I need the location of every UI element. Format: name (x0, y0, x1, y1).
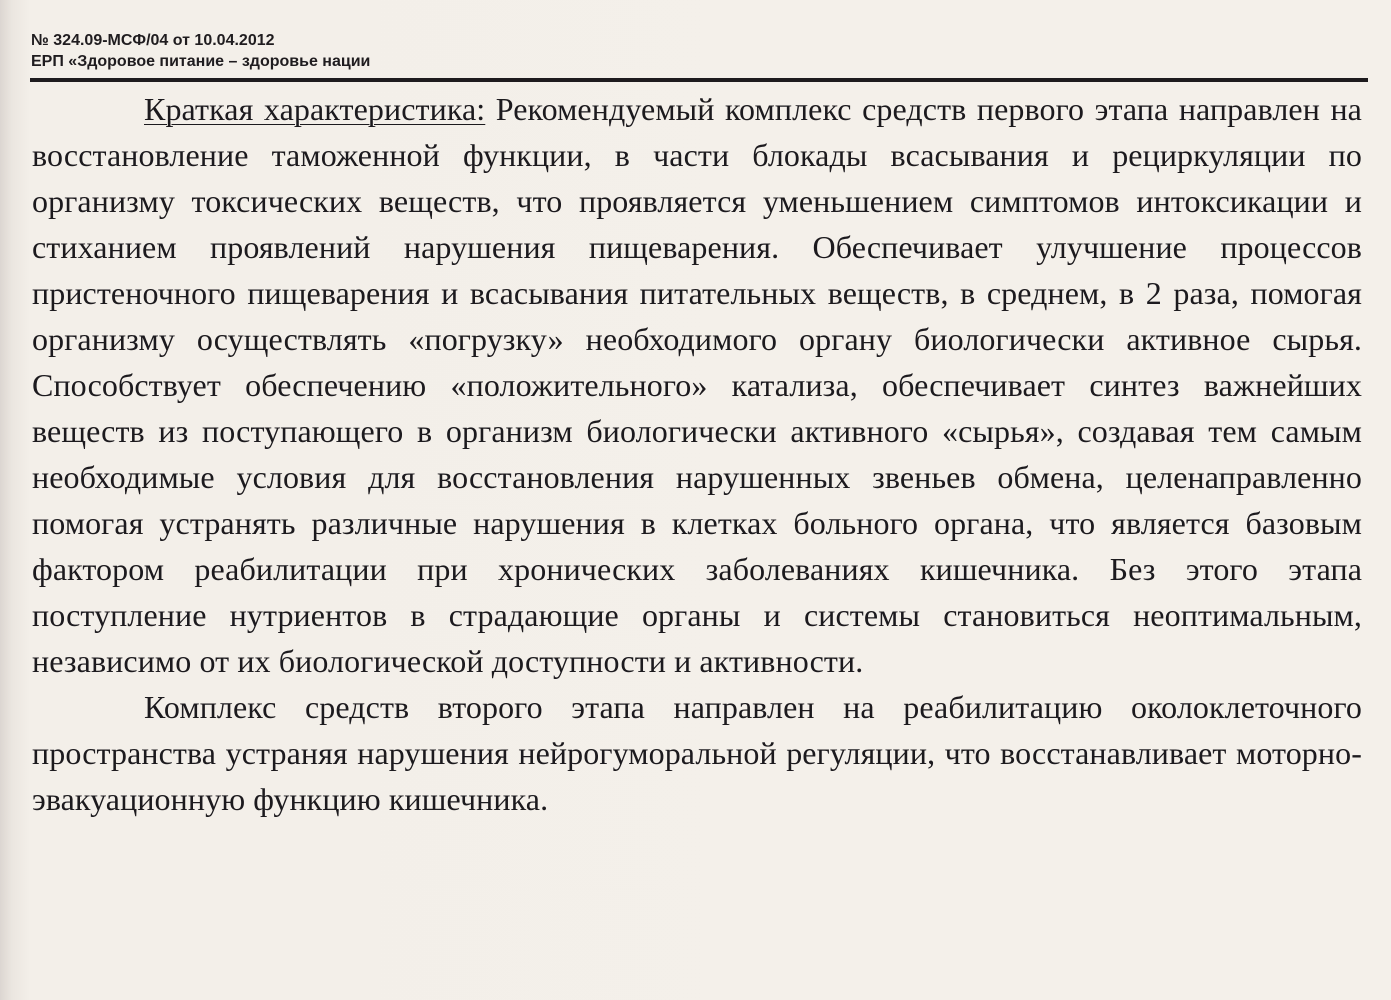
header-divider (30, 78, 1368, 82)
document-body (32, 86, 1362, 822)
section-lead-label: Краткая характеристика: (144, 91, 486, 127)
document-number: № 324.09-МСФ/04 от 10.04.2012 (31, 32, 275, 49)
paragraph-brief-characteristic (32, 86, 1362, 684)
program-title: ЕРП «Здоровое питание – здоровье нации (31, 53, 371, 70)
paragraph-second-stage (32, 684, 1362, 822)
paragraph-text: Комплекс средств второго этапа направлен на реабилитацию околоклеточного пространства устраняя нарушения нейрогуморальной регуляции, что восстанавливает моторно-эвакуационную функцию кишечника. (32, 689, 1362, 817)
document-header (31, 30, 370, 72)
paragraph-text: Рекомендуемый комплекс средств первого этапа направлен на восстановление таможенной функции, в части блокады всасывания и рециркуляции по организму токсических веществ, что проявляется уменьшением симптомов интоксикации и стиханием проявлений нарушения пищеварения. Обеспечивает улучшение процессов пристеночного пищеварения и всасывания питательных веществ, в среднем, в 2 раза, помогая организму осуществлять «погрузку» необходимого органу биологически активное сырья. Способствует обеспечению «положительного» катализа, обеспечивает синтез важнейших веществ из поступающего в организм биологически активного «сырья», создавая тем самым необходимые условия для восстановления нарушенных звеньев обмена, целенаправленно помогая устранять различные нарушения в клетках больного органа, что является базовым фактором реабилитации при хронических заболеваниях кишечника. Без этого этапа поступление нутриентов в страдающие органы и системы становиться неоптимальным, независимо от их биологической доступности и активности. (32, 91, 1362, 679)
